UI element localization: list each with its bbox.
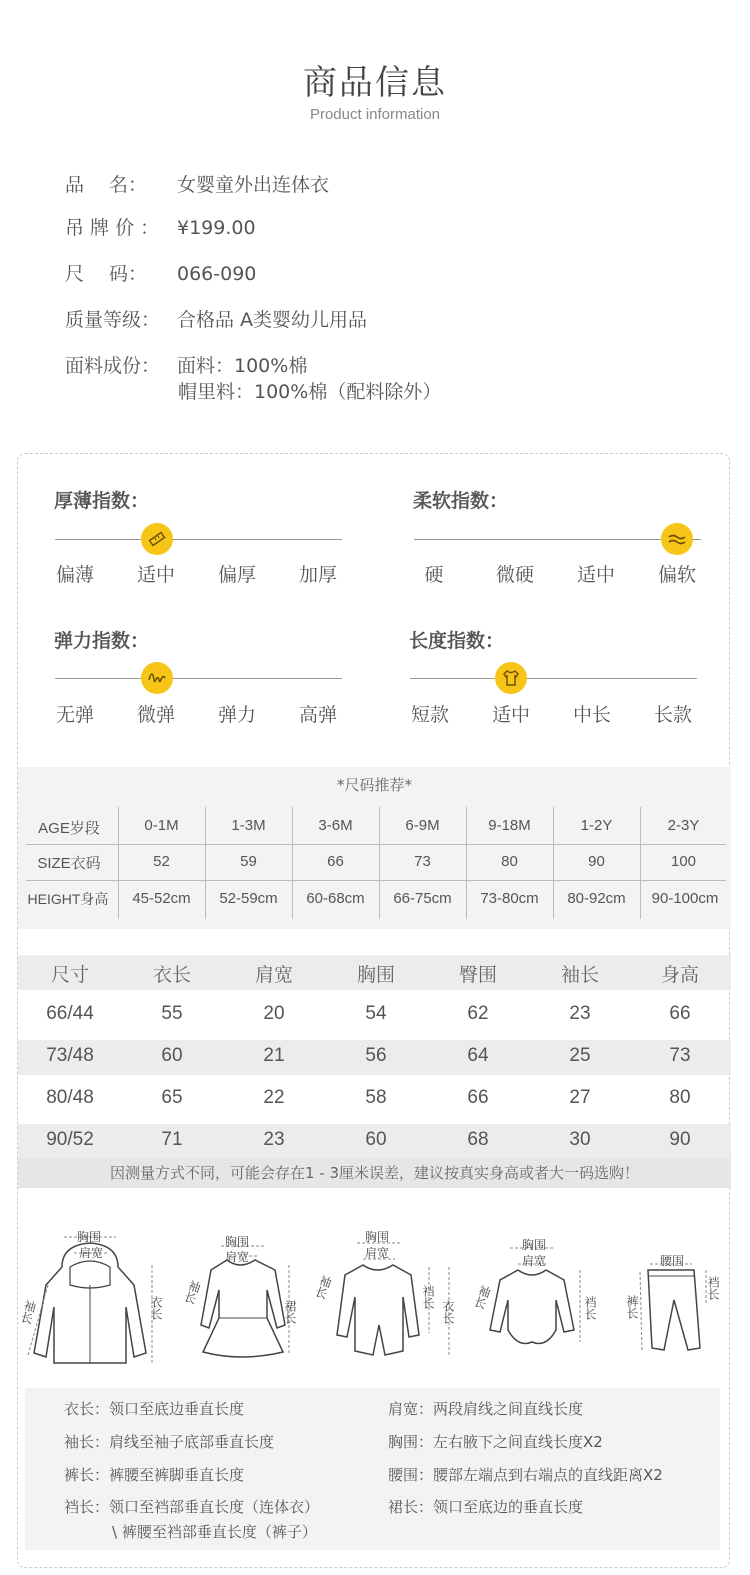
softness-marker (661, 523, 693, 555)
height-cell: 66-75cm (393, 890, 452, 907)
size-chart-cell: 71 (161, 1129, 183, 1150)
size-recommendation-table (18, 767, 731, 929)
length-track (410, 678, 697, 679)
elasticity-option: 高弹 (298, 704, 337, 726)
info-label: 质量等级： (65, 309, 161, 331)
length-option: 长款 (653, 704, 692, 726)
ruler-icon (147, 529, 167, 549)
chest-label: 胸围 (225, 1235, 250, 1249)
age-cell: 2-3Y (667, 817, 700, 834)
size-chart-cell: 56 (365, 1045, 387, 1066)
info-row-fabric (65, 351, 307, 378)
size-chart-header: 臀围 (458, 964, 497, 986)
chest-label: 胸围 (77, 1230, 102, 1244)
definition-crotch: 裆长：领口至裆部垂直长度（连体衣） (64, 1498, 320, 1516)
sleeve-label: 袖长 (181, 1278, 203, 1306)
info-label: 尺 码： (65, 263, 148, 285)
page-title: 商品信息 (303, 63, 447, 103)
thickness-option: 偏薄 (55, 564, 94, 586)
softness-track (414, 539, 701, 540)
size-chart-cell: 21 (263, 1045, 285, 1066)
info-value: 合格品 A类婴幼儿用品 (177, 309, 368, 331)
thickness-option: 加厚 (298, 564, 337, 586)
sleeve-label: 袖长 (471, 1283, 493, 1311)
height-cell: 45-52cm (132, 890, 191, 907)
definition-chest: 胸围：左右腋下之间直线长度X2 (388, 1433, 603, 1451)
size-cell: 73 (414, 853, 431, 870)
measurement-note: 因测量方式不同，可能会存在1 - 3厘米误差，建议按真实身高或者大一码选购！ (18, 1158, 731, 1188)
length-option: 短款 (410, 704, 449, 726)
tshirt-icon (501, 668, 521, 688)
definition-waist: 腰围：腰部左端点到右端点的直线距离X2 (388, 1466, 663, 1484)
page-subtitle: Product information (309, 106, 441, 123)
row-label: SIZE衣码 (37, 855, 101, 872)
age-cell: 9-18M (488, 817, 531, 834)
size-chart-cell: 22 (263, 1087, 285, 1108)
length-title: 长度指数： (409, 630, 505, 652)
size-chart-header: 袖长 (560, 964, 599, 986)
thickness-marker (141, 523, 173, 555)
shoulder-label: 肩宽 (365, 1246, 390, 1260)
pants-length-label: 裤长 (625, 1295, 639, 1319)
size-chart-cell: 20 (263, 1003, 285, 1024)
crotch-label: 裆长 (583, 1296, 597, 1320)
age-cell: 3-6M (318, 817, 353, 834)
info-label: 吊 牌 价 ： (65, 217, 160, 239)
info-row-grade (65, 305, 367, 332)
elasticity-track (55, 678, 342, 679)
definition-crotch-pants: \ 裤腰至裆部垂直长度（裤子） (112, 1523, 317, 1541)
size-chart-cell: 73 (669, 1045, 691, 1066)
size-cell: 90 (588, 853, 605, 870)
shoulder-label: 肩宽 (522, 1254, 547, 1268)
size-chart-cell: 55 (161, 1003, 183, 1024)
size-cell: 80 (501, 853, 518, 870)
age-cell: 1-3M (231, 817, 266, 834)
info-row-name (65, 170, 329, 197)
size-chart-cell: 90/52 (46, 1129, 94, 1150)
crotch-label: 裆长 (421, 1285, 435, 1309)
chest-label: 胸围 (365, 1230, 390, 1244)
size-chart-cell: 66 (467, 1087, 489, 1108)
thickness-option: 偏厚 (217, 564, 256, 586)
size-chart-cell: 68 (467, 1129, 489, 1150)
size-cell: 59 (240, 853, 257, 870)
size-chart-cell: 23 (569, 1003, 591, 1024)
size-chart-header: 身高 (660, 964, 699, 986)
table-divider (26, 844, 726, 845)
softness-option: 硬 (424, 564, 444, 586)
size-chart-cell: 30 (569, 1129, 591, 1150)
chest-label: 胸围 (522, 1238, 547, 1252)
shoulder-label: 肩宽 (225, 1250, 250, 1264)
size-chart-cell: 65 (161, 1087, 183, 1108)
wave-icon (667, 529, 687, 549)
height-cell: 60-68cm (306, 890, 365, 907)
size-chart-header: 衣长 (152, 964, 191, 986)
softness-option: 适中 (576, 564, 615, 586)
length-marker (495, 662, 527, 694)
definition-shoulder: 肩宽：两段肩线之间直线长度 (388, 1400, 584, 1418)
info-value-lining: 帽里料：100%棉（配料除外） (178, 381, 442, 403)
height-cell: 90-100cm (651, 890, 719, 907)
size-chart-cell: 23 (263, 1129, 285, 1150)
info-value: ¥199.00 (177, 217, 256, 239)
size-chart-cell: 58 (365, 1087, 387, 1108)
elasticity-marker (141, 662, 173, 694)
elasticity-option: 无弹 (55, 704, 94, 726)
info-row-size (65, 259, 256, 286)
size-chart-cell: 25 (569, 1045, 591, 1066)
info-value: 066-090 (177, 263, 257, 285)
definition-sleeve: 袖长：肩线至袖子底部垂直长度 (64, 1433, 275, 1451)
info-label: 面料成份： (65, 355, 161, 377)
height-cell: 52-59cm (219, 890, 278, 907)
size-cell: 66 (327, 853, 344, 870)
size-chart-cell: 80 (669, 1087, 691, 1108)
size-chart-cell: 66/44 (46, 1003, 94, 1024)
size-chart-header: 胸围 (356, 964, 395, 986)
size-chart-cell: 54 (365, 1003, 387, 1024)
softness-option: 偏软 (657, 564, 696, 586)
info-value: 面料：100%棉 (177, 355, 308, 377)
table-divider (26, 880, 726, 881)
row-label: HEIGHT身高 (27, 891, 109, 907)
length-option: 适中 (491, 704, 530, 726)
size-chart-cell: 80/48 (46, 1087, 94, 1108)
age-cell: 1-2Y (580, 817, 613, 834)
spring-icon (147, 668, 167, 688)
info-row-price (65, 213, 256, 240)
elasticity-title: 弹力指数： (54, 630, 150, 652)
thickness-title: 厚薄指数： (54, 490, 150, 512)
size-chart-cell: 73/48 (46, 1045, 94, 1066)
size-chart-cell: 64 (467, 1045, 489, 1066)
waist-label: 腰围 (660, 1254, 685, 1268)
length-label: 衣长 (149, 1296, 163, 1320)
age-cell: 6-9M (405, 817, 440, 834)
thickness-track (55, 539, 342, 540)
elasticity-option: 弹力 (217, 704, 256, 726)
size-chart-cell: 66 (669, 1003, 691, 1024)
size-chart-cell: 27 (569, 1087, 591, 1108)
skirt-label: 裙长 (283, 1300, 297, 1324)
size-cell: 100 (670, 853, 697, 870)
age-cell: 0-1M (144, 817, 179, 834)
size-chart-cell: 62 (467, 1003, 489, 1024)
crotch-label: 裆长 (706, 1276, 720, 1300)
info-label: 品 名： (65, 174, 148, 196)
definition-length: 衣长：领口至底边垂直长度 (64, 1400, 245, 1418)
size-chart-cell: 60 (161, 1045, 183, 1066)
height-cell: 80-92cm (567, 890, 626, 907)
softness-title: 柔软指数： (413, 490, 509, 512)
size-recommendation-title: *尺码推荐* (336, 776, 412, 794)
definition-skirt: 裙长：领口至底边的垂直长度 (388, 1498, 584, 1516)
sleeve-label: 袖长 (312, 1273, 334, 1301)
size-cell: 52 (153, 853, 170, 870)
softness-option: 微硬 (495, 564, 534, 586)
thickness-option: 适中 (136, 564, 175, 586)
height-cell: 73-80cm (480, 890, 539, 907)
shoulder-label: 肩宽 (79, 1246, 104, 1260)
length-option: 中长 (572, 704, 611, 726)
size-chart-cell: 90 (669, 1129, 691, 1150)
elasticity-option: 微弹 (136, 704, 175, 726)
definition-pants: 裤长：裤腰至裤脚垂直长度 (64, 1466, 245, 1484)
size-chart-cell: 60 (365, 1129, 387, 1150)
size-chart-header: 尺寸 (50, 964, 89, 986)
size-chart-header: 肩宽 (254, 964, 293, 986)
sleeve-label: 袖长 (18, 1298, 38, 1326)
length-label: 衣长 (441, 1300, 455, 1324)
info-value: 女婴童外出连体衣 (177, 174, 330, 196)
row-label: AGE岁段 (38, 820, 100, 837)
